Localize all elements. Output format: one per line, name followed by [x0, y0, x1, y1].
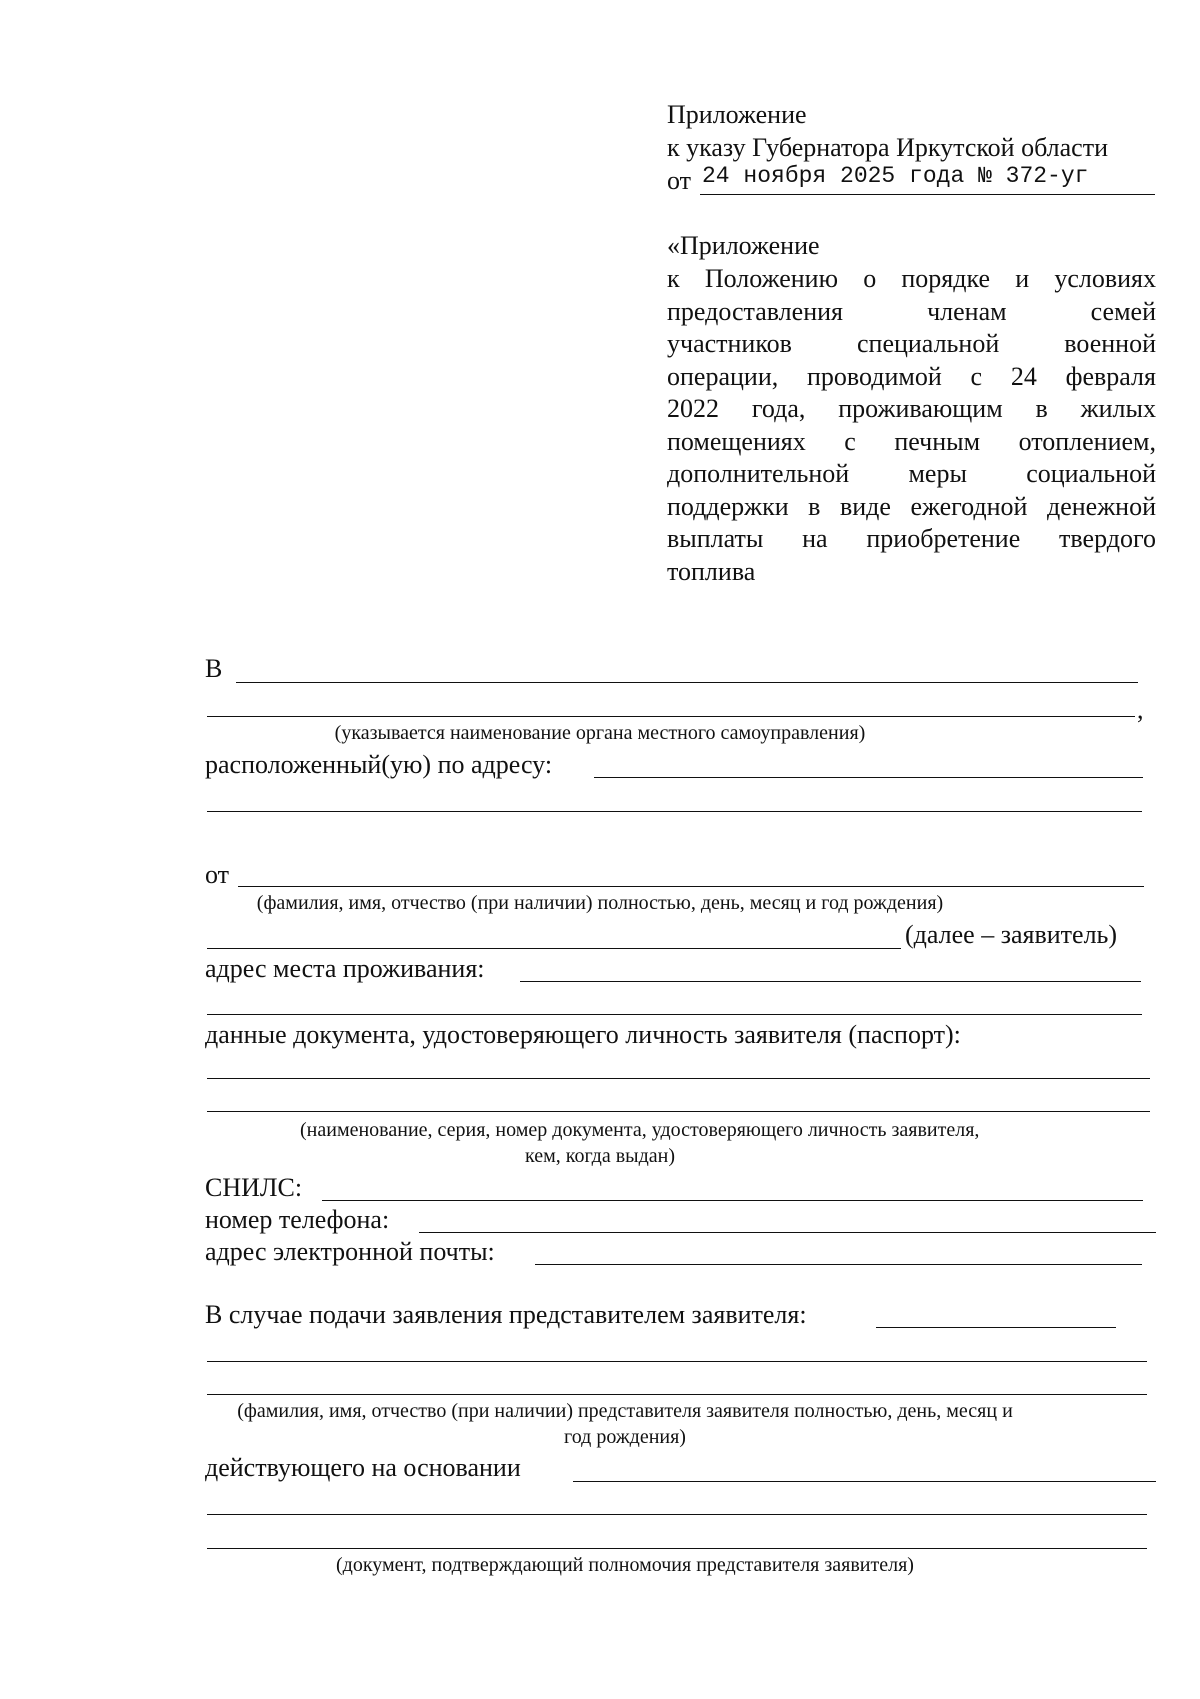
basis-field-line-2[interactable] — [207, 1514, 1147, 1515]
inner-appendix-line: 2022 года, проживающим в жилых — [667, 394, 1156, 423]
representative-field-line-1[interactable] — [876, 1327, 1116, 1328]
id-document-field-line-2[interactable] — [207, 1111, 1150, 1112]
to-label: В — [205, 654, 223, 683]
basis-field-line-3[interactable] — [207, 1548, 1147, 1549]
representative-label: В случае подачи заявления представителем заявителя: — [205, 1300, 807, 1329]
inner-appendix-line: дополнительной меры социальной — [667, 459, 1156, 488]
inner-appendix-title: «Приложение — [667, 231, 820, 260]
decree-date-underline — [700, 194, 1155, 195]
inner-appendix-line: операции, проводимой с 24 февраля — [667, 362, 1156, 391]
hint-representative-line2: год рождения) — [564, 1426, 686, 1448]
snils-label: СНИЛС: — [205, 1173, 303, 1202]
inner-appendix-line: помещениях с печным отоплением, — [667, 427, 1156, 456]
email-label: адрес электронной почты: — [205, 1237, 495, 1266]
basis-label: действующего на основании — [205, 1453, 521, 1482]
residence-address-field-line-1[interactable] — [520, 981, 1141, 982]
comma: , — [1137, 695, 1144, 724]
from-label: от — [205, 860, 230, 889]
inner-appendix-line: выплаты на приобретение твердого — [667, 524, 1156, 553]
decree-reference: к указу Губернатора Иркутской области — [667, 133, 1108, 162]
representative-field-line-3[interactable] — [207, 1394, 1147, 1395]
inner-appendix-line: предоставления членам семей — [667, 297, 1156, 326]
inner-appendix-line: участников специальной военной — [667, 329, 1156, 358]
hint-id-document-line2: кем, когда выдан) — [524, 1145, 675, 1167]
residence-address-label: адрес места проживания: — [205, 954, 485, 983]
hereinafter-applicant: (далее – заявитель) — [905, 920, 1118, 949]
phone-field[interactable] — [419, 1232, 1156, 1233]
phone-label: номер телефона: — [205, 1205, 390, 1234]
appendix-title: Приложение — [667, 100, 807, 129]
representative-field-line-2[interactable] — [207, 1361, 1147, 1362]
basis-field-line-1[interactable] — [573, 1481, 1156, 1482]
authority-address-field-line-1[interactable] — [594, 777, 1143, 778]
residence-address-field-line-2[interactable] — [207, 1014, 1142, 1015]
inner-appendix-line: к Положению о порядке и условиях — [667, 264, 1156, 293]
authority-field-line-2[interactable] — [207, 716, 1135, 717]
id-document-label: данные документа, удостоверяющего личность заявителя (паспорт): — [205, 1020, 961, 1049]
email-field[interactable] — [535, 1264, 1142, 1265]
decree-date-number: 24 ноября 2025 года № 372-уг — [702, 163, 1089, 189]
inner-appendix-line: поддержки в виде ежегодной денежной — [667, 492, 1156, 521]
hint-basis: (документ, подтверждающий полномочия представителя заявителя) — [336, 1554, 914, 1576]
id-document-field-line-1[interactable] — [207, 1078, 1150, 1079]
hint-representative-line1: (фамилия, имя, отчество (при наличии) представителя заявителя полностью, день, месяц и — [237, 1400, 1013, 1422]
applicant-name-field-line-2[interactable] — [207, 948, 901, 949]
authority-field-line-1[interactable] — [236, 682, 1138, 683]
inner-appendix-line: топлива — [667, 557, 756, 586]
decree-from-prefix: от — [667, 166, 692, 195]
hint-id-document-line1: (наименование, серия, номер документа, удостоверяющего личность заявителя, — [300, 1119, 980, 1141]
snils-field[interactable] — [322, 1200, 1143, 1201]
authority-address-field-line-2[interactable] — [207, 811, 1142, 812]
located-address-label: расположенный(ую) по адресу: — [205, 750, 553, 779]
applicant-name-field-line-1[interactable] — [238, 886, 1144, 887]
hint-authority: (указывается наименование органа местного самоуправления) — [334, 722, 866, 744]
hint-applicant-name: (фамилия, имя, отчество (при наличии) полностью, день, месяц и год рождения) — [256, 892, 944, 914]
